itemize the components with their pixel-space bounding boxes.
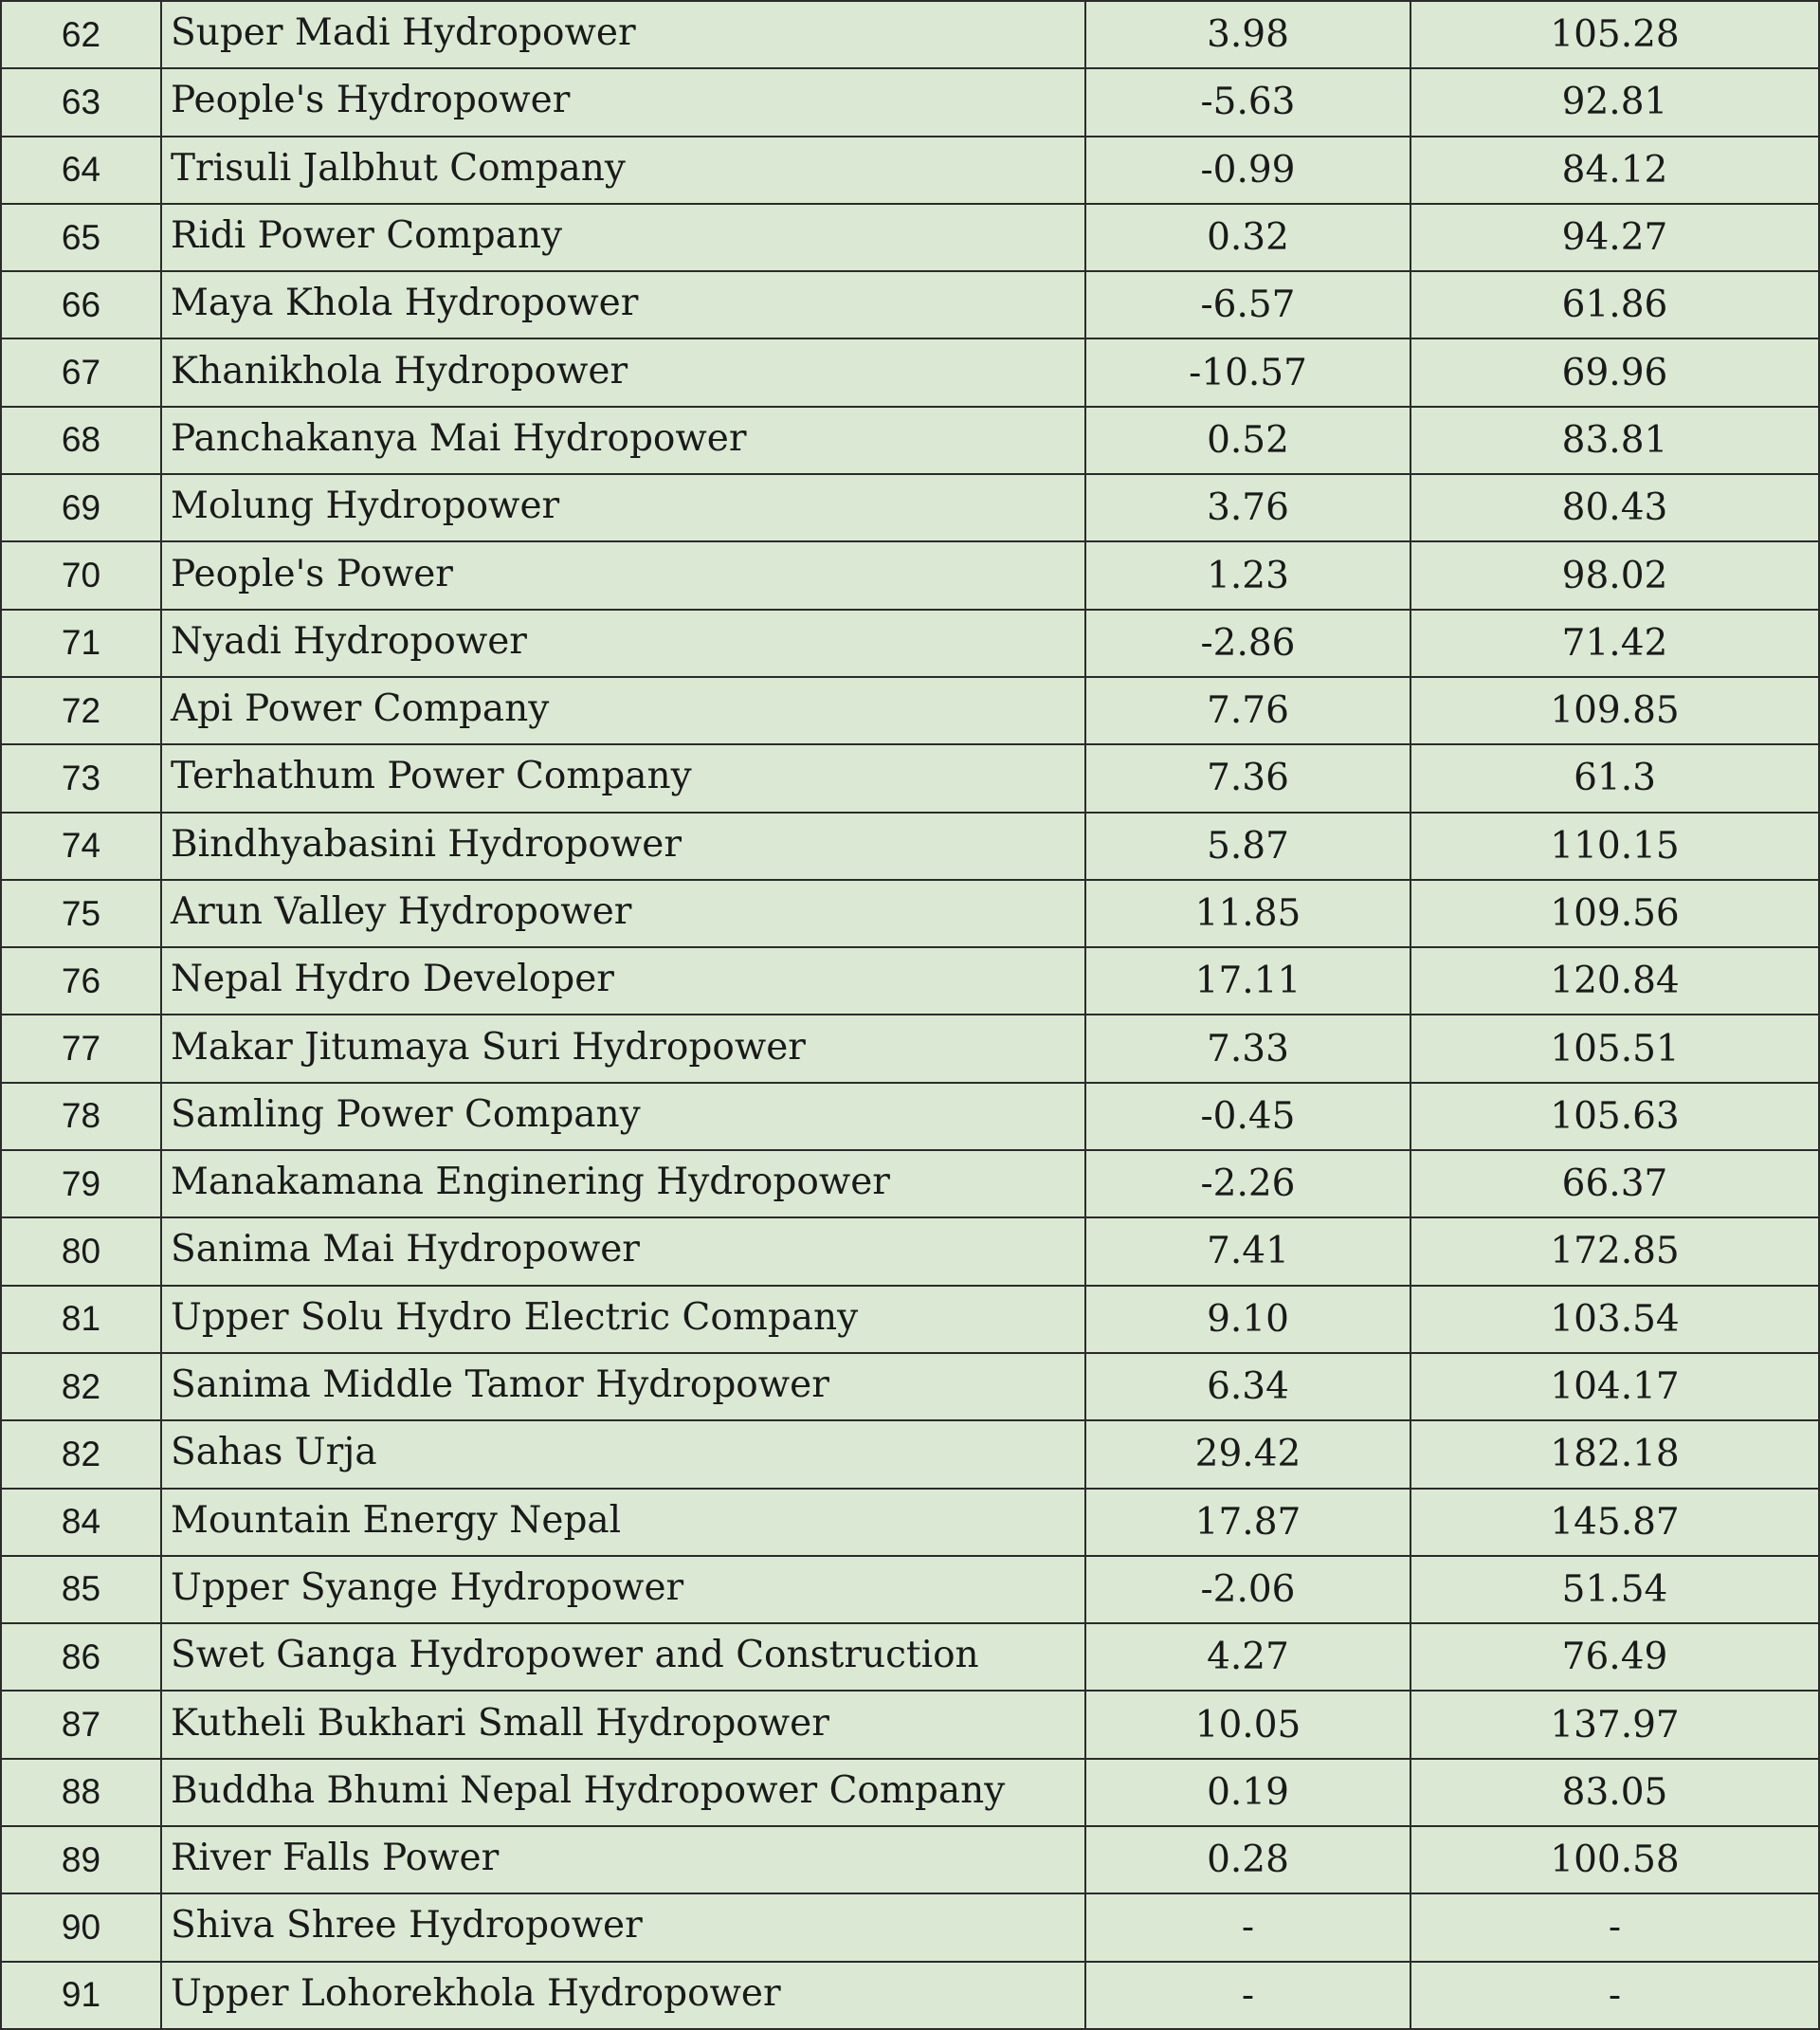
- value-1-cell: -2.86: [1085, 610, 1410, 677]
- company-name-cell: Ridi Power Company: [161, 204, 1085, 271]
- table-row: [1, 338, 1819, 406]
- serial-number-cell: 76: [1, 947, 161, 1015]
- serial-number-cell: 91: [1, 1962, 161, 2029]
- value-1-cell: 0.19: [1085, 1759, 1410, 1826]
- table-row: [1, 1759, 1819, 1826]
- value-1-cell: 7.33: [1085, 1015, 1410, 1082]
- value-2-cell: 103.54: [1410, 1286, 1819, 1353]
- value-2-cell: 51.54: [1410, 1556, 1819, 1623]
- value-2-cell: 109.56: [1410, 880, 1819, 947]
- value-2-cell: 145.87: [1410, 1489, 1819, 1556]
- value-1-cell: 9.10: [1085, 1286, 1410, 1353]
- serial-number-cell: 88: [1, 1759, 161, 1826]
- value-1-cell: 4.27: [1085, 1623, 1410, 1691]
- table-row: [1, 610, 1819, 677]
- company-name-cell: River Falls Power: [161, 1826, 1085, 1893]
- company-name-cell: Maya Khola Hydropower: [161, 271, 1085, 338]
- value-1-cell: -2.26: [1085, 1150, 1410, 1217]
- value-2-cell: 120.84: [1410, 947, 1819, 1015]
- table-row: [1, 68, 1819, 136]
- value-1-cell: -5.63: [1085, 68, 1410, 136]
- serial-number-cell: 73: [1, 744, 161, 812]
- company-name-cell: Panchakanya Mai Hydropower: [161, 407, 1085, 474]
- value-1-cell: -6.57: [1085, 271, 1410, 338]
- serial-number-cell: 75: [1, 880, 161, 947]
- company-name-cell: Bindhyabasini Hydropower: [161, 813, 1085, 880]
- value-2-cell: -: [1410, 1962, 1819, 2029]
- serial-number-cell: 66: [1, 271, 161, 338]
- company-name-cell: Makar Jitumaya Suri Hydropower: [161, 1015, 1085, 1082]
- serial-number-cell: 65: [1, 204, 161, 271]
- serial-number-cell: 90: [1, 1893, 161, 1961]
- table-row: [1, 407, 1819, 474]
- serial-number-cell: 89: [1, 1826, 161, 1893]
- table-row: [1, 1150, 1819, 1217]
- value-2-cell: 104.17: [1410, 1353, 1819, 1420]
- value-2-cell: 98.02: [1410, 541, 1819, 609]
- company-name-cell: Swet Ganga Hydropower and Construction: [161, 1623, 1085, 1691]
- table-row: [1, 1893, 1819, 1961]
- table-row: [1, 744, 1819, 812]
- serial-number-cell: 69: [1, 474, 161, 541]
- table-row: [1, 1015, 1819, 1082]
- company-name-cell: People's Hydropower: [161, 68, 1085, 136]
- company-name-cell: Terhathum Power Company: [161, 744, 1085, 812]
- value-1-cell: 6.34: [1085, 1353, 1410, 1420]
- serial-number-cell: 63: [1, 68, 161, 136]
- value-1-cell: 1.23: [1085, 541, 1410, 609]
- serial-number-cell: 77: [1, 1015, 161, 1082]
- serial-number-cell: 78: [1, 1083, 161, 1150]
- company-name-cell: Super Madi Hydropower: [161, 1, 1085, 68]
- serial-number-cell: 80: [1, 1217, 161, 1285]
- company-name-cell: Arun Valley Hydropower: [161, 880, 1085, 947]
- value-1-cell: -10.57: [1085, 338, 1410, 406]
- serial-number-cell: 68: [1, 407, 161, 474]
- table-row: [1, 1, 1819, 68]
- table-row: [1, 1962, 1819, 2029]
- company-name-cell: Mountain Energy Nepal: [161, 1489, 1085, 1556]
- value-1-cell: -: [1085, 1962, 1410, 2029]
- value-2-cell: 66.37: [1410, 1150, 1819, 1217]
- value-2-cell: 76.49: [1410, 1623, 1819, 1691]
- value-1-cell: 29.42: [1085, 1420, 1410, 1488]
- company-name-cell: Kutheli Bukhari Small Hydropower: [161, 1691, 1085, 1758]
- value-2-cell: 182.18: [1410, 1420, 1819, 1488]
- company-name-cell: Nyadi Hydropower: [161, 610, 1085, 677]
- table-row: [1, 813, 1819, 880]
- company-name-cell: Api Power Company: [161, 677, 1085, 744]
- company-name-cell: Khanikhola Hydropower: [161, 338, 1085, 406]
- company-name-cell: Sanima Middle Tamor Hydropower: [161, 1353, 1085, 1420]
- company-name-cell: Sahas Urja: [161, 1420, 1085, 1488]
- value-2-cell: 105.51: [1410, 1015, 1819, 1082]
- table-row: [1, 137, 1819, 204]
- serial-number-cell: 74: [1, 813, 161, 880]
- value-1-cell: 17.87: [1085, 1489, 1410, 1556]
- value-2-cell: 105.63: [1410, 1083, 1819, 1150]
- value-2-cell: 94.27: [1410, 204, 1819, 271]
- company-name-cell: Upper Solu Hydro Electric Company: [161, 1286, 1085, 1353]
- value-2-cell: 80.43: [1410, 474, 1819, 541]
- company-name-cell: Samling Power Company: [161, 1083, 1085, 1150]
- value-2-cell: 69.96: [1410, 338, 1819, 406]
- serial-number-cell: 87: [1, 1691, 161, 1758]
- value-1-cell: 0.28: [1085, 1826, 1410, 1893]
- table-row: [1, 474, 1819, 541]
- company-name-cell: Trisuli Jalbhut Company: [161, 137, 1085, 204]
- value-1-cell: 3.98: [1085, 1, 1410, 68]
- serial-number-cell: 71: [1, 610, 161, 677]
- table-row: [1, 1556, 1819, 1623]
- value-1-cell: -: [1085, 1893, 1410, 1961]
- table-row: [1, 541, 1819, 609]
- table-body: [1, 1, 1819, 2029]
- value-2-cell: 105.28: [1410, 1, 1819, 68]
- value-2-cell: 84.12: [1410, 137, 1819, 204]
- value-2-cell: 71.42: [1410, 610, 1819, 677]
- serial-number-cell: 82: [1, 1420, 161, 1488]
- value-2-cell: -: [1410, 1893, 1819, 1961]
- table-row: [1, 880, 1819, 947]
- serial-number-cell: 67: [1, 338, 161, 406]
- value-1-cell: 17.11: [1085, 947, 1410, 1015]
- company-name-cell: Nepal Hydro Developer: [161, 947, 1085, 1015]
- company-name-cell: Upper Lohorekhola Hydropower: [161, 1962, 1085, 2029]
- serial-number-cell: 79: [1, 1150, 161, 1217]
- value-1-cell: -2.06: [1085, 1556, 1410, 1623]
- value-1-cell: 3.76: [1085, 474, 1410, 541]
- table-row: [1, 947, 1819, 1015]
- serial-number-cell: 82: [1, 1353, 161, 1420]
- serial-number-cell: 86: [1, 1623, 161, 1691]
- table-row: [1, 1420, 1819, 1488]
- serial-number-cell: 62: [1, 1, 161, 68]
- value-2-cell: 109.85: [1410, 677, 1819, 744]
- value-2-cell: 83.81: [1410, 407, 1819, 474]
- table-row: [1, 1353, 1819, 1420]
- table-row: [1, 1826, 1819, 1893]
- value-1-cell: 5.87: [1085, 813, 1410, 880]
- table-row: [1, 1623, 1819, 1691]
- serial-number-cell: 72: [1, 677, 161, 744]
- company-name-cell: Buddha Bhumi Nepal Hydropower Company: [161, 1759, 1085, 1826]
- value-2-cell: 172.85: [1410, 1217, 1819, 1285]
- value-2-cell: 92.81: [1410, 68, 1819, 136]
- company-name-cell: Upper Syange Hydropower: [161, 1556, 1085, 1623]
- value-1-cell: 7.36: [1085, 744, 1410, 812]
- company-name-cell: Sanima Mai Hydropower: [161, 1217, 1085, 1285]
- serial-number-cell: 64: [1, 137, 161, 204]
- value-1-cell: 0.52: [1085, 407, 1410, 474]
- company-name-cell: Shiva Shree Hydropower: [161, 1893, 1085, 1961]
- value-1-cell: 11.85: [1085, 880, 1410, 947]
- serial-number-cell: 85: [1, 1556, 161, 1623]
- company-name-cell: People's Power: [161, 541, 1085, 609]
- value-2-cell: 83.05: [1410, 1759, 1819, 1826]
- table-row: [1, 1217, 1819, 1285]
- value-1-cell: 7.41: [1085, 1217, 1410, 1285]
- serial-number-cell: 81: [1, 1286, 161, 1353]
- value-1-cell: 7.76: [1085, 677, 1410, 744]
- value-2-cell: 100.58: [1410, 1826, 1819, 1893]
- value-1-cell: -0.45: [1085, 1083, 1410, 1150]
- table-row: [1, 271, 1819, 338]
- serial-number-cell: 84: [1, 1489, 161, 1556]
- value-2-cell: 61.86: [1410, 271, 1819, 338]
- value-1-cell: -0.99: [1085, 137, 1410, 204]
- serial-number-cell: 70: [1, 541, 161, 609]
- table-row: [1, 1489, 1819, 1556]
- company-name-cell: Manakamana Enginering Hydropower: [161, 1150, 1085, 1217]
- value-2-cell: 61.3: [1410, 744, 1819, 812]
- table-row: [1, 204, 1819, 271]
- value-2-cell: 137.97: [1410, 1691, 1819, 1758]
- table-row: [1, 1286, 1819, 1353]
- value-1-cell: 0.32: [1085, 204, 1410, 271]
- table-row: [1, 1691, 1819, 1758]
- table-row: [1, 1083, 1819, 1150]
- company-name-cell: Molung Hydropower: [161, 474, 1085, 541]
- value-1-cell: 10.05: [1085, 1691, 1410, 1758]
- value-2-cell: 110.15: [1410, 813, 1819, 880]
- table-row: [1, 677, 1819, 744]
